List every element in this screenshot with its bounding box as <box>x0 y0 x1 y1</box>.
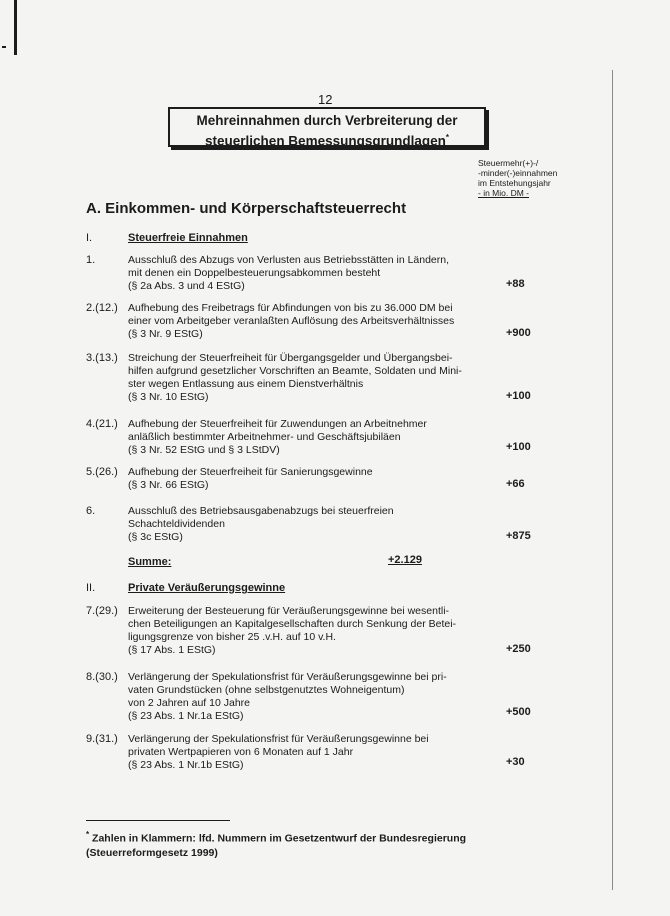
scan-edge-line <box>612 70 613 890</box>
item-description-line: Aufhebung des Freibetrags für Abfindungen von bis zu 36.000 DM bei <box>128 302 453 314</box>
item-value: +66 <box>506 478 525 490</box>
item-description-line: ster wegen Entlassung aus einem Dienstverhältnis <box>128 378 364 390</box>
item-number: 2.(12.) <box>86 302 118 314</box>
item-value: +500 <box>506 706 531 718</box>
footnote-mark: * <box>86 830 90 839</box>
item-description-line: von 2 Jahren auf 10 Jahre <box>128 697 251 709</box>
item-description <box>128 466 488 492</box>
sum-value: +2.129 <box>388 554 422 566</box>
subsection-number: II. <box>86 582 96 594</box>
item-description-line: hilfen aufgrund gesetzlicher Vorschriften an Beamte, Soldaten und Mini- <box>128 365 462 377</box>
item-description-line: Schachteldividenden <box>128 518 225 530</box>
item-value: +875 <box>506 530 531 542</box>
page-title <box>168 107 486 147</box>
item-description-line: (§ 23 Abs. 1 Nr.1a EStG) <box>128 710 244 722</box>
item-description-line: privaten Wertpapieren von 6 Monaten auf 1 Jahr <box>128 746 354 758</box>
column-header-line-2: -minder(-)einnahmen <box>478 168 558 178</box>
title-line-1: Mehreinnahmen durch Verbreiterung der <box>196 113 458 128</box>
item-description-line: (§ 3 Nr. 10 EStG) <box>128 391 209 403</box>
item-description-line: (§ 3 Nr. 52 EStG und § 3 LStDV) <box>128 444 280 456</box>
subsection-title: Private Veräußerungsgewinne <box>128 582 286 594</box>
item-description-line: einer vom Arbeitgeber veranlaßten Auflösung des Arbeitsverhältnisses <box>128 315 455 327</box>
item-description-line: Ausschluß des Abzugs von Verlusten aus Betriebsstätten in Ländern, <box>128 254 450 266</box>
section-heading: A. Einkommen- und Körperschaftsteuerrecht <box>86 200 407 217</box>
item-description <box>128 418 488 457</box>
column-header-line-1: Steuermehr(+)-/ <box>478 158 539 168</box>
item-description-line: Verlängerung der Spekulationsfrist für Veräußerungsgewinne bei pri- <box>128 671 447 683</box>
item-description <box>128 733 488 772</box>
page-number: 12 <box>318 92 333 107</box>
item-description <box>128 671 488 723</box>
footnote-divider <box>86 820 230 821</box>
item-value: +88 <box>506 278 525 290</box>
footnote-line-1: * Zahlen in Klammern: lfd. Nummern im Gesetzentwurf der Bundesregierung <box>86 830 467 845</box>
sum-label: Summe: <box>128 556 172 568</box>
item-description-line: (§ 3 Nr. 66 EStG) <box>128 479 209 491</box>
title-line-2: steuerlichen Bemessungsgrundlagen* <box>205 133 449 149</box>
column-header-unit: - in Mio. DM - <box>478 188 529 198</box>
item-description-line: (§ 3c EStG) <box>128 531 183 543</box>
item-number: 1. <box>86 254 96 266</box>
column-header-line-3: im Entstehungsjahr <box>478 178 551 188</box>
footnote-line-2: (Steuerreformgesetz 1999) <box>86 846 218 859</box>
item-description-line: (§ 23 Abs. 1 Nr.1b EStG) <box>128 759 244 771</box>
item-number: 6. <box>86 505 96 517</box>
item-description-line: (§ 2a Abs. 3 und 4 EStG) <box>128 280 245 292</box>
footnote <box>86 828 506 860</box>
item-description-line: Ausschluß des Betriebsausgabenabzugs bei steuerfreien <box>128 505 394 517</box>
item-number: 9.(31.) <box>86 733 118 745</box>
item-value: +30 <box>506 756 525 768</box>
item-value: +900 <box>506 327 531 339</box>
item-description-line: mit denen ein Doppelbesteuerungsabkommen besteht <box>128 267 381 279</box>
item-number: 8.(30.) <box>86 671 118 683</box>
item-description <box>128 605 488 657</box>
item-description-line: (§ 3 Nr. 9 EStG) <box>128 328 203 340</box>
item-description-line: Streichung der Steuerfreiheit für Übergangsgelder und Übergangsbei- <box>128 352 453 364</box>
subsection-number: I. <box>86 232 93 244</box>
title-footnote-mark: * <box>445 133 449 142</box>
item-description <box>128 302 488 341</box>
item-description <box>128 505 488 544</box>
item-description-line: Verlängerung der Spekulationsfrist für Veräußerungsgewinne bei <box>128 733 429 745</box>
item-value: +100 <box>506 390 531 402</box>
item-description-line: chen Beteiligungen an Kapitalgesellschaften durch Senkung der Betei- <box>128 618 457 630</box>
item-description-line: (§ 17 Abs. 1 EStG) <box>128 644 216 656</box>
item-description-line: Aufhebung der Steuerfreiheit für Zuwendungen an Arbeitnehmer <box>128 418 427 430</box>
subsection-title: Steuerfreie Einnahmen <box>128 232 248 244</box>
item-description <box>128 352 488 404</box>
item-number: 4.(21.) <box>86 418 118 430</box>
item-number: 3.(13.) <box>86 352 118 364</box>
item-description-line: Erweiterung der Besteuerung für Veräußerungsgewinne bei wesentli- <box>128 605 450 617</box>
item-description <box>128 254 488 293</box>
item-description-line: Aufhebung der Steuerfreiheit für Sanierungsgewinne <box>128 466 373 478</box>
item-description-line: vaten Grundstücken (ohne selbstgenutztes Wohneigentum) <box>128 684 405 696</box>
item-number: 5.(26.) <box>86 466 118 478</box>
column-header <box>478 158 557 198</box>
item-description-line: ligungsgrenze von bisher 25 .v.H. auf 10 v.H. <box>128 631 336 643</box>
item-value: +250 <box>506 643 531 655</box>
item-value: +100 <box>506 441 531 453</box>
item-description-line: anläßlich bestimmter Arbeitnehmer- und Geschäftsjubiläen <box>128 431 401 443</box>
scan-mark <box>0 0 20 60</box>
item-number: 7.(29.) <box>86 605 118 617</box>
